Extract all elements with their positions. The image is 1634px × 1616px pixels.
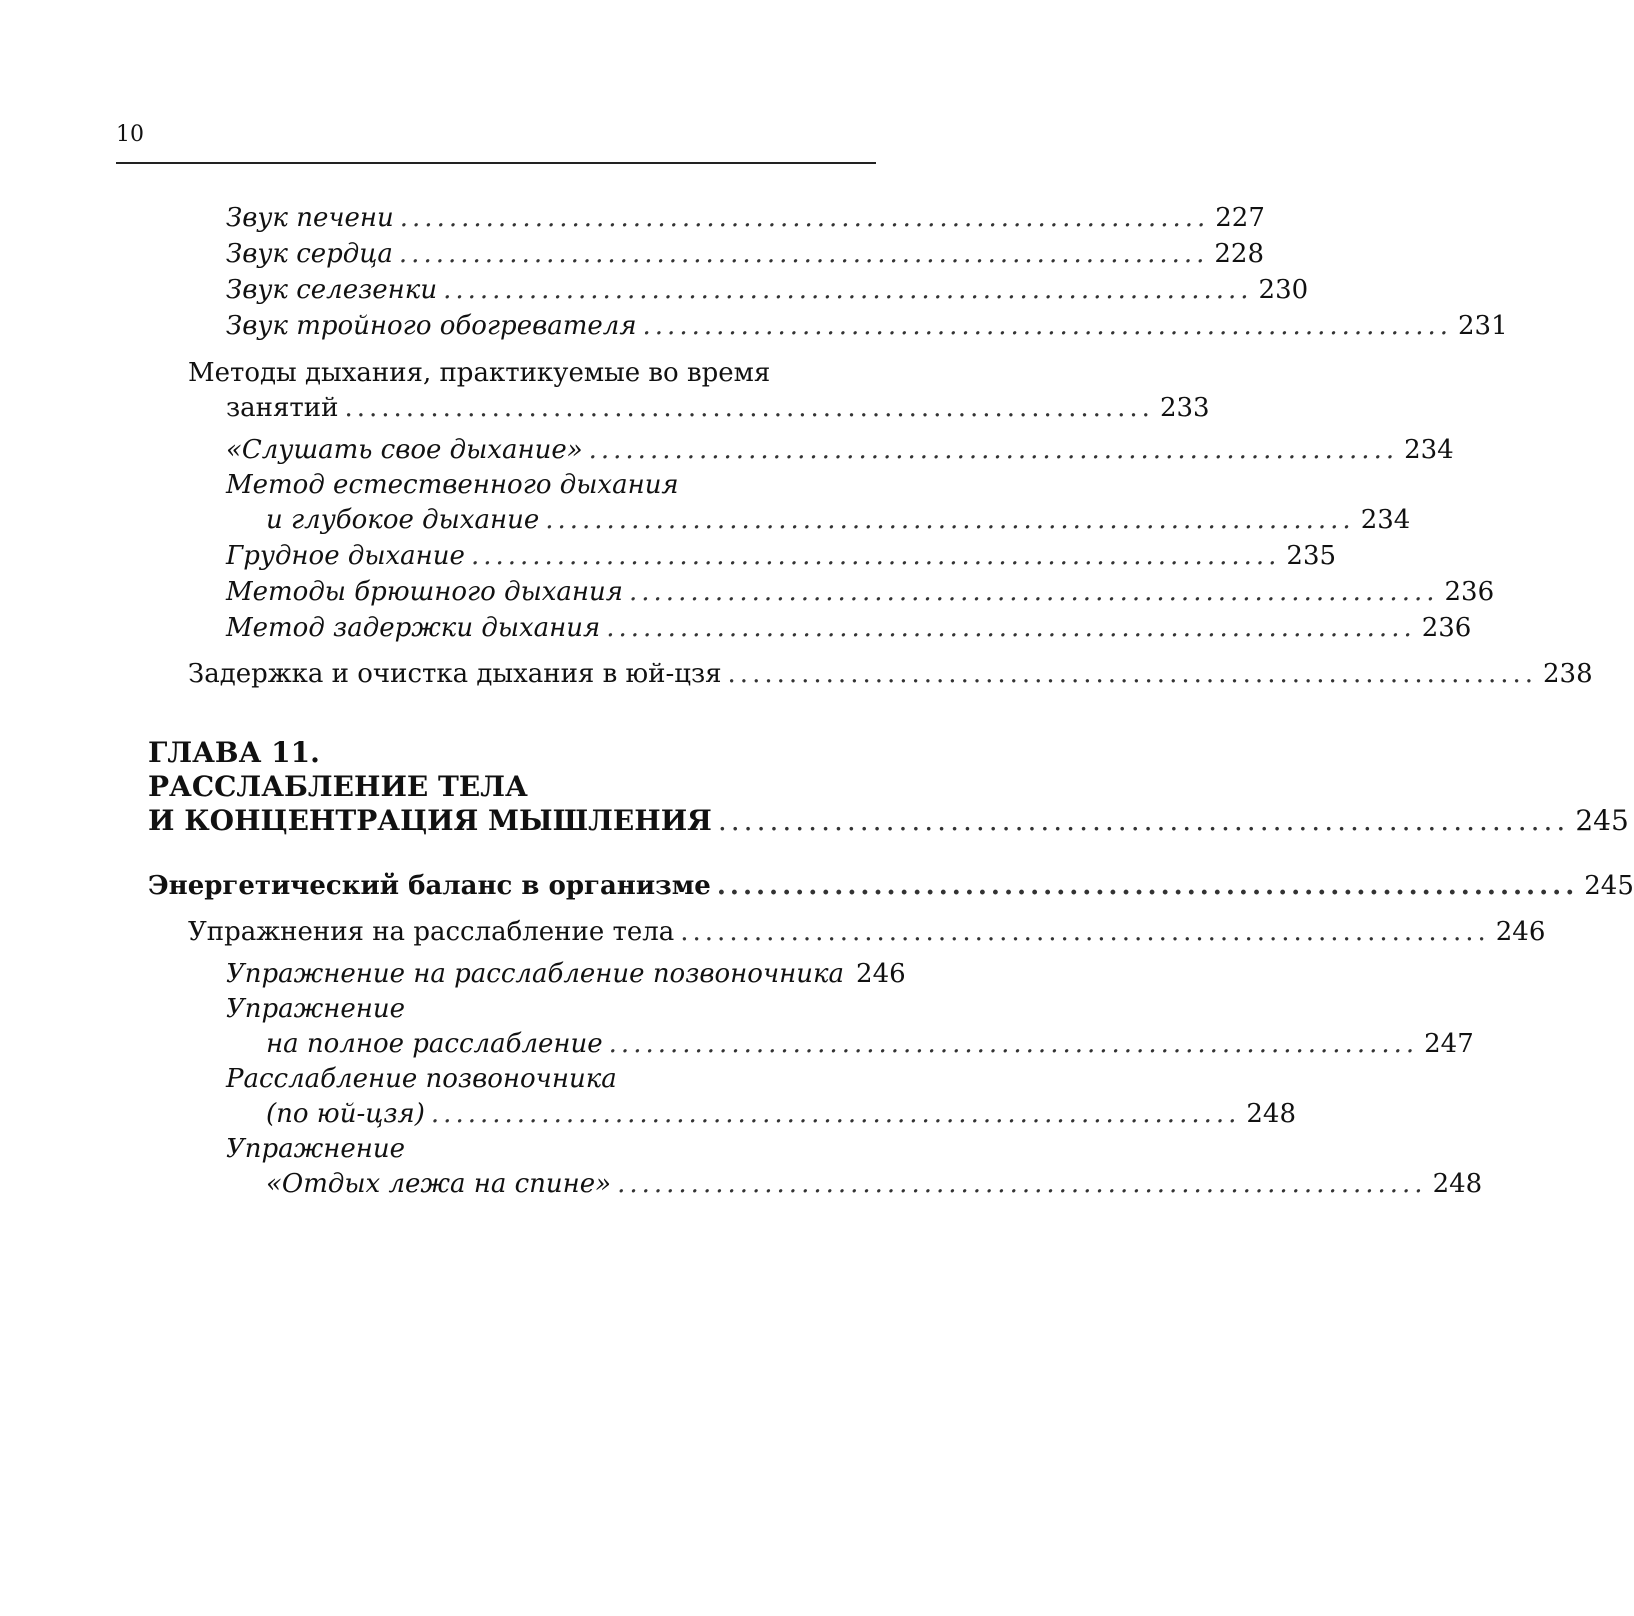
leader-dots: ..................................................................: [629, 577, 1439, 607]
toc-entry[interactable]: [148, 868, 1634, 904]
toc-entry[interactable]: [148, 956, 906, 992]
leader-dots: ..................................................................: [545, 505, 1355, 535]
toc-entry-page: 234: [1360, 505, 1411, 535]
leader-dots: ..................................................................: [399, 203, 1210, 233]
toc-entry-page: 231: [1458, 311, 1508, 341]
toc-entry-title: Упражнения на расслабление тела: [188, 917, 675, 947]
toc-entry-page: 245: [1584, 871, 1634, 901]
leader-dots: ..................................................................: [588, 435, 1399, 465]
toc-entry-page: 235: [1286, 541, 1337, 571]
chapter-heading-line[interactable]: ГЛАВА 11.: [148, 736, 320, 769]
toc-entry[interactable]: [148, 1166, 1483, 1202]
leader-dots: ..................................................................: [716, 871, 1579, 901]
toc-entry-line[interactable]: Расслабление позвоночника: [226, 1064, 617, 1094]
toc-entry-line[interactable]: Упражнение: [226, 1134, 406, 1164]
toc-entry-page: 228: [1214, 239, 1265, 269]
toc-entry[interactable]: [148, 272, 1309, 308]
leader-dots: ..................................................................: [717, 804, 1570, 837]
toc-entry-title: Звук тройного обогревателя: [226, 311, 637, 341]
leader-dots: ..................................................................: [344, 393, 1154, 423]
toc-entry-title: «Отдых лежа на спине»: [266, 1169, 612, 1199]
toc-entry-page: 236: [1421, 613, 1472, 643]
toc-entry-title: Метод задержки дыхания: [226, 613, 601, 643]
toc-entry[interactable]: [148, 574, 1495, 610]
table-of-contents: [148, 200, 1634, 1202]
toc-entry-page: 246: [1495, 917, 1546, 947]
toc-entry[interactable]: [148, 308, 1508, 344]
leader-dots: ..................................................................: [608, 1029, 1419, 1059]
toc-entry[interactable]: [148, 914, 1546, 950]
toc-entry-page: 248: [1432, 1169, 1483, 1199]
leader-dots: ..................................................................: [470, 541, 1281, 571]
toc-entry-title: и глубокое дыхание: [266, 505, 540, 535]
toc-entry-title: (по юй-цзя): [266, 1099, 425, 1129]
toc-entry-page: 246: [856, 959, 906, 989]
page-number: 10: [116, 122, 144, 147]
toc-entry[interactable]: [148, 200, 1265, 236]
leader-dots: ..................................................................: [642, 311, 1452, 341]
leader-dots: ..................................................................: [727, 659, 1538, 689]
chapter-entry[interactable]: [148, 804, 1629, 838]
leader-dots: ..................................................................: [680, 917, 1490, 947]
toc-entry-page: 236: [1444, 577, 1495, 607]
toc-entry-page: 227: [1215, 203, 1265, 233]
toc-entry[interactable]: [148, 432, 1454, 468]
toc-entry-title: Грудное дыхание: [226, 541, 465, 571]
toc-entry[interactable]: [148, 1026, 1474, 1062]
toc-entry-title: Звук печени: [226, 203, 394, 233]
toc-entry-page: 247: [1424, 1029, 1474, 1059]
toc-entry-title: Упражнение на расслабление позвоночника: [226, 959, 845, 989]
leader-dots: ..................................................................: [430, 1099, 1241, 1129]
chapter-heading-line[interactable]: РАССЛАБЛЕНИЕ ТЕЛА: [148, 770, 528, 803]
toc-entry-title: занятий: [226, 393, 339, 423]
toc-entry[interactable]: [148, 390, 1210, 426]
leader-dots: ..................................................................: [606, 613, 1416, 643]
leader-dots: ..................................................................: [443, 275, 1253, 305]
toc-entry[interactable]: [148, 502, 1411, 538]
chapter-title: И КОНЦЕНТРАЦИЯ МЫШЛЕНИЯ: [148, 804, 712, 837]
toc-entry[interactable]: [148, 610, 1472, 646]
toc-entry-page: 238: [1543, 659, 1593, 689]
toc-entry-page: 234: [1404, 435, 1454, 465]
page-header: [116, 122, 876, 164]
toc-entry-title: Энергетический баланс в организме: [148, 871, 711, 901]
toc-entry-page: 230: [1258, 275, 1309, 305]
toc-entry-title: Задержка и очистка дыхания в юй-цзя: [188, 659, 722, 689]
toc-entry[interactable]: [148, 236, 1265, 272]
toc-entry-page: 248: [1246, 1099, 1297, 1129]
toc-entry[interactable]: [148, 656, 1593, 692]
toc-entry[interactable]: [148, 1096, 1297, 1132]
chapter-page: 245: [1575, 804, 1629, 837]
leader-dots: ..................................................................: [617, 1169, 1427, 1199]
toc-entry-page: 233: [1159, 393, 1210, 423]
toc-entry-title: на полное расслабление: [266, 1029, 603, 1059]
toc-entry-title: Методы брюшного дыхания: [226, 577, 624, 607]
toc-entry-line[interactable]: Метод естественного дыхания: [226, 470, 679, 500]
leader-dots: ..................................................................: [398, 239, 1209, 269]
toc-entry-line[interactable]: Упражнение: [226, 994, 406, 1024]
toc-entry-line[interactable]: Методы дыхания, практикуемые во время: [188, 358, 771, 388]
toc-entry[interactable]: [148, 538, 1337, 574]
toc-entry-title: Звук селезенки: [226, 275, 438, 305]
toc-entry-title: Звук сердца: [226, 239, 393, 269]
toc-entry-title: «Слушать свое дыхание»: [226, 435, 583, 465]
